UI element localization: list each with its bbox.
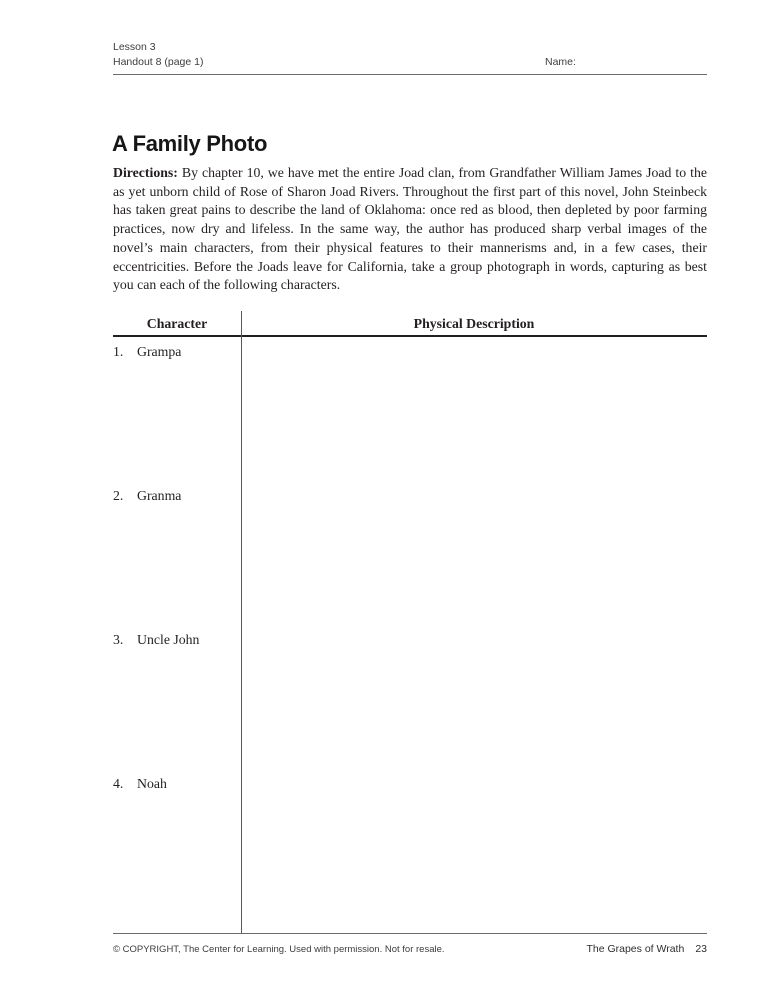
description-cell: [242, 628, 707, 768]
description-cell: [242, 484, 707, 624]
header-left: [113, 40, 203, 70]
name-label: Name:: [545, 56, 576, 68]
page-title: A Family Photo: [112, 131, 268, 156]
description-cell: [242, 340, 707, 480]
table-header-rule: [113, 335, 707, 337]
handout-label: Handout 8 (page 1): [113, 56, 204, 68]
table-row: [113, 632, 233, 648]
directions-text: By chapter 10, we have met the entire Joad clan, from Grandfather William James Joad to the as yet unborn child of Rose of Sharon Joad Rivers. Throughout the first part of this novel, John Steinbeck has taken great pains to describe the land of Oklahoma: once red as blood, then depleted by poor farming practices, now dry and lifeless. In the same way, the author has produced sharp verbal images of the novel’s main characters, from their physical features to their mannerisms and, in a few cases, their eccentricities. Before the Joads leave for California, take a group photograph in words, capturing as best you can each of the following characters.: [113, 165, 707, 293]
table-row: [113, 344, 233, 360]
lesson-label: Lesson 3: [113, 41, 156, 53]
copyright-notice: © COPYRIGHT, The Center for Learning. Used with permission. Not for resale.: [113, 944, 445, 955]
directions-paragraph: [113, 164, 707, 295]
character-name: Granma: [137, 488, 182, 503]
book-title: The Grapes of Wrath: [586, 943, 685, 955]
column-header-physical-description: Physical Description: [413, 316, 535, 331]
character-name: Grampa: [137, 344, 182, 359]
header-rule: [113, 74, 707, 75]
column-header-character: Character: [146, 316, 208, 331]
character-name: Uncle John: [137, 632, 200, 647]
directions-label: Directions:: [113, 165, 178, 180]
description-cell: [242, 772, 707, 912]
row-number: 2.: [113, 488, 124, 503]
row-number: 4.: [113, 776, 124, 791]
footer-right: [586, 943, 707, 955]
row-number: 3.: [113, 632, 124, 647]
footer-rule: [113, 933, 707, 934]
character-name: Noah: [137, 776, 167, 791]
row-number: 1.: [113, 344, 124, 359]
table-row: [113, 488, 233, 504]
table-row: [113, 776, 233, 792]
page-number: 23: [695, 943, 707, 955]
